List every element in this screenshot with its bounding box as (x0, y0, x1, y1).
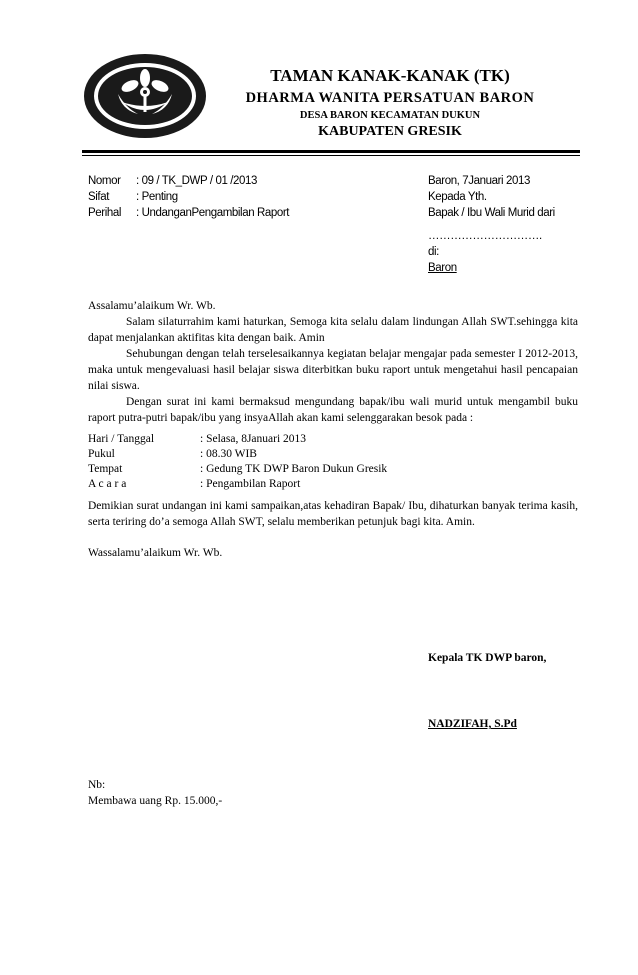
event-details (88, 432, 387, 492)
meta-nomor-value: : 09 / TK_DWP / 01 /2013 (136, 175, 258, 187)
event-value: : Gedung TK DWP Baron Dukun Gresik (200, 463, 388, 475)
event-label: Hari / Tanggal (88, 433, 155, 445)
letter-body (88, 298, 578, 426)
school-name: TAMAN KANAK-KANAK (TK) (270, 66, 510, 85)
farewell-block (88, 545, 578, 561)
closing-paragraph: Demikian surat undangan ini kami sampaikan,atas kehadiran Bapak/ Ibu, dihaturkan banyak terima kasih, serta teriring do’a semoga Allah SWT, selalu memberikan petunjuk bagi kita. Amin. (88, 500, 578, 528)
paragraph-salutation: Salam silaturrahim kami haturkan, Semoga kita selalu dalam lindungan Allah SWT.sehingga kita dapat menjalankan aktifitas kita dengan baik. Amin (88, 316, 578, 344)
signature-title: Kepala TK DWP baron, (428, 652, 547, 664)
recipient-addressee: Bapak / Ibu Wali Murid dari (428, 207, 555, 219)
address-village: DESA BARON KECAMATAN DUKUN (299, 110, 481, 121)
event-value: : Pengambilan Raport (200, 478, 301, 490)
event-row-date (88, 432, 387, 447)
meta-sifat-label: Sifat (88, 191, 110, 203)
closing-block (88, 498, 578, 530)
note-label: Nb: (88, 779, 106, 791)
event-row-time (88, 447, 387, 462)
meta-nomor-label: Nomor (88, 175, 121, 187)
signature-name: NADZIFAH, S.Pd (428, 718, 517, 730)
event-value: : Selasa, 8Januari 2013 (200, 433, 307, 445)
header-rule-thin (82, 155, 580, 156)
note-block (88, 777, 578, 809)
event-row-place (88, 462, 387, 477)
farewell: Wassalamu’alaikum Wr. Wb. (88, 547, 223, 559)
meta-perihal-label: Perihal (88, 207, 121, 219)
recipient-salutation: Kepada Yth. (428, 191, 487, 203)
event-row-agenda (88, 477, 387, 492)
recipient-place: Baron (428, 262, 457, 274)
recipient-di-label: di: (428, 246, 439, 258)
paragraph-context: Sehubungan dengan telah terselesaikannya kegiatan belajar mengajar pada semester I 2012-2013, maka untuk mengevaluasi hasil belajar siswa diterbitkan buku raport untuk mengetahui hasil pencapaian nilai siswa. (88, 348, 578, 392)
header-rule-thick (82, 150, 580, 153)
meta-sifat-value: : Penting (136, 191, 178, 203)
event-label: A c a r a (88, 478, 127, 490)
paragraph-invitation: Dengan surat ini kami bermaksud mengundang bapak/ibu wali murid untuk mengambil buku raport putra-putri bapak/ibu yang insyaAllah akan kami selenggarakan besok pada : (88, 396, 578, 424)
letter-date: Baron, 7Januari 2013 (428, 175, 530, 187)
recipient-name-blank: …………………………. (428, 230, 542, 242)
event-label: Pukul (88, 448, 115, 460)
event-value: : 08.30 WIB (200, 448, 257, 460)
greeting: Assalamu’alaikum Wr. Wb. (88, 300, 216, 312)
address-regency: KABUPATEN GRESIK (318, 124, 462, 139)
organization-name: DHARMA WANITA PERSATUAN BARON (245, 90, 535, 106)
event-label: Tempat (88, 463, 123, 475)
meta-perihal-value: : UndanganPengambilan Raport (136, 207, 290, 219)
note-text: Membawa uang Rp. 15.000,- (88, 795, 223, 807)
